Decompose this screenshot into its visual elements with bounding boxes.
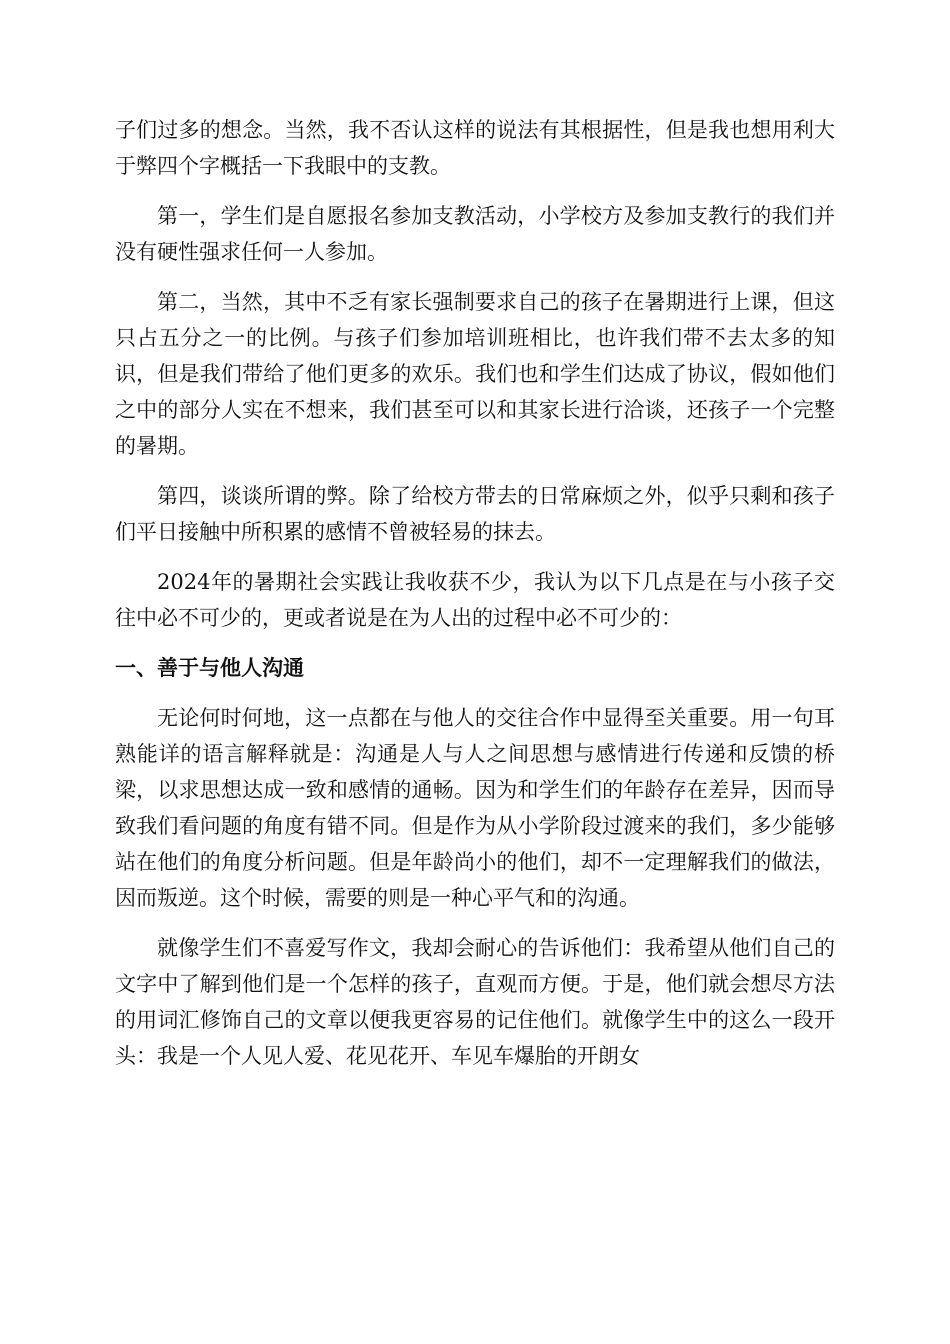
section-heading-communication: 一、善于与他人沟通: [115, 656, 304, 680]
document-page: [115, 112, 835, 1088]
paragraph-summary: 2024年的暑期社会实践让我收获不少，我认为以下几点是在与小孩子交往中必不可少的，更或者说是在为人出的过程中必不可少的：: [115, 570, 835, 630]
paragraph-second-point: 第二，当然，其中不乏有家长强制要求自己的孩子在暑期进行上课，但这只占五分之一的比例。与孩子们参加培训班相比，也许我们带不去太多的知识，但是我们带给了他们更多的欢乐。我们也和学生们达成了协议，假如他们之中的部分人实在不想来，我们甚至可以和其家长进行洽谈，还孩子一个完整的暑期。: [115, 290, 835, 458]
paragraph-intro: 子们过多的想念。当然，我不否认这样的说法有其根据性，但是我也想用利大于弊四个字概括一下我眼中的支教。: [115, 118, 835, 178]
paragraph-example: 就像学生们不喜爱写作文，我却会耐心的告诉他们：我希望从他们自己的文字中了解到他们是一个怎样的孩子，直观而方便。于是，他们就会想尽方法的用词汇修饰自己的文章以便我更容易的记住他们。就像学生中的这么一段开头：我是一个人见人爱、花见花开、车见车爆胎的开朗女: [115, 936, 835, 1068]
paragraph-first-point: 第一，学生们是自愿报名参加支教活动，小学校方及参加支教行的我们并没有硬性强求任何一人参加。: [115, 204, 835, 264]
paragraph-communication: 无论何时何地，这一点都在与他人的交往合作中显得至关重要。用一句耳熟能详的语言解释就是：沟通是人与人之间思想与感情进行传递和反馈的桥梁，以求思想达成一致和感情的通畅。因为和学生们的年龄存在差异，因而导致我们看问题的角度有错不同。但是作为从小学阶段过渡来的我们，多少能够站在他们的角度分析问题。但是年龄尚小的他们，却不一定理解我们的做法，因而叛逆。这个时候，需要的则是一种心平气和的沟通。: [115, 706, 835, 910]
paragraph-fourth-point: 第四，谈谈所谓的弊。除了给校方带去的日常麻烦之外，似乎只剩和孩子们平日接触中所积累的感情不曾被轻易的抹去。: [115, 484, 835, 544]
